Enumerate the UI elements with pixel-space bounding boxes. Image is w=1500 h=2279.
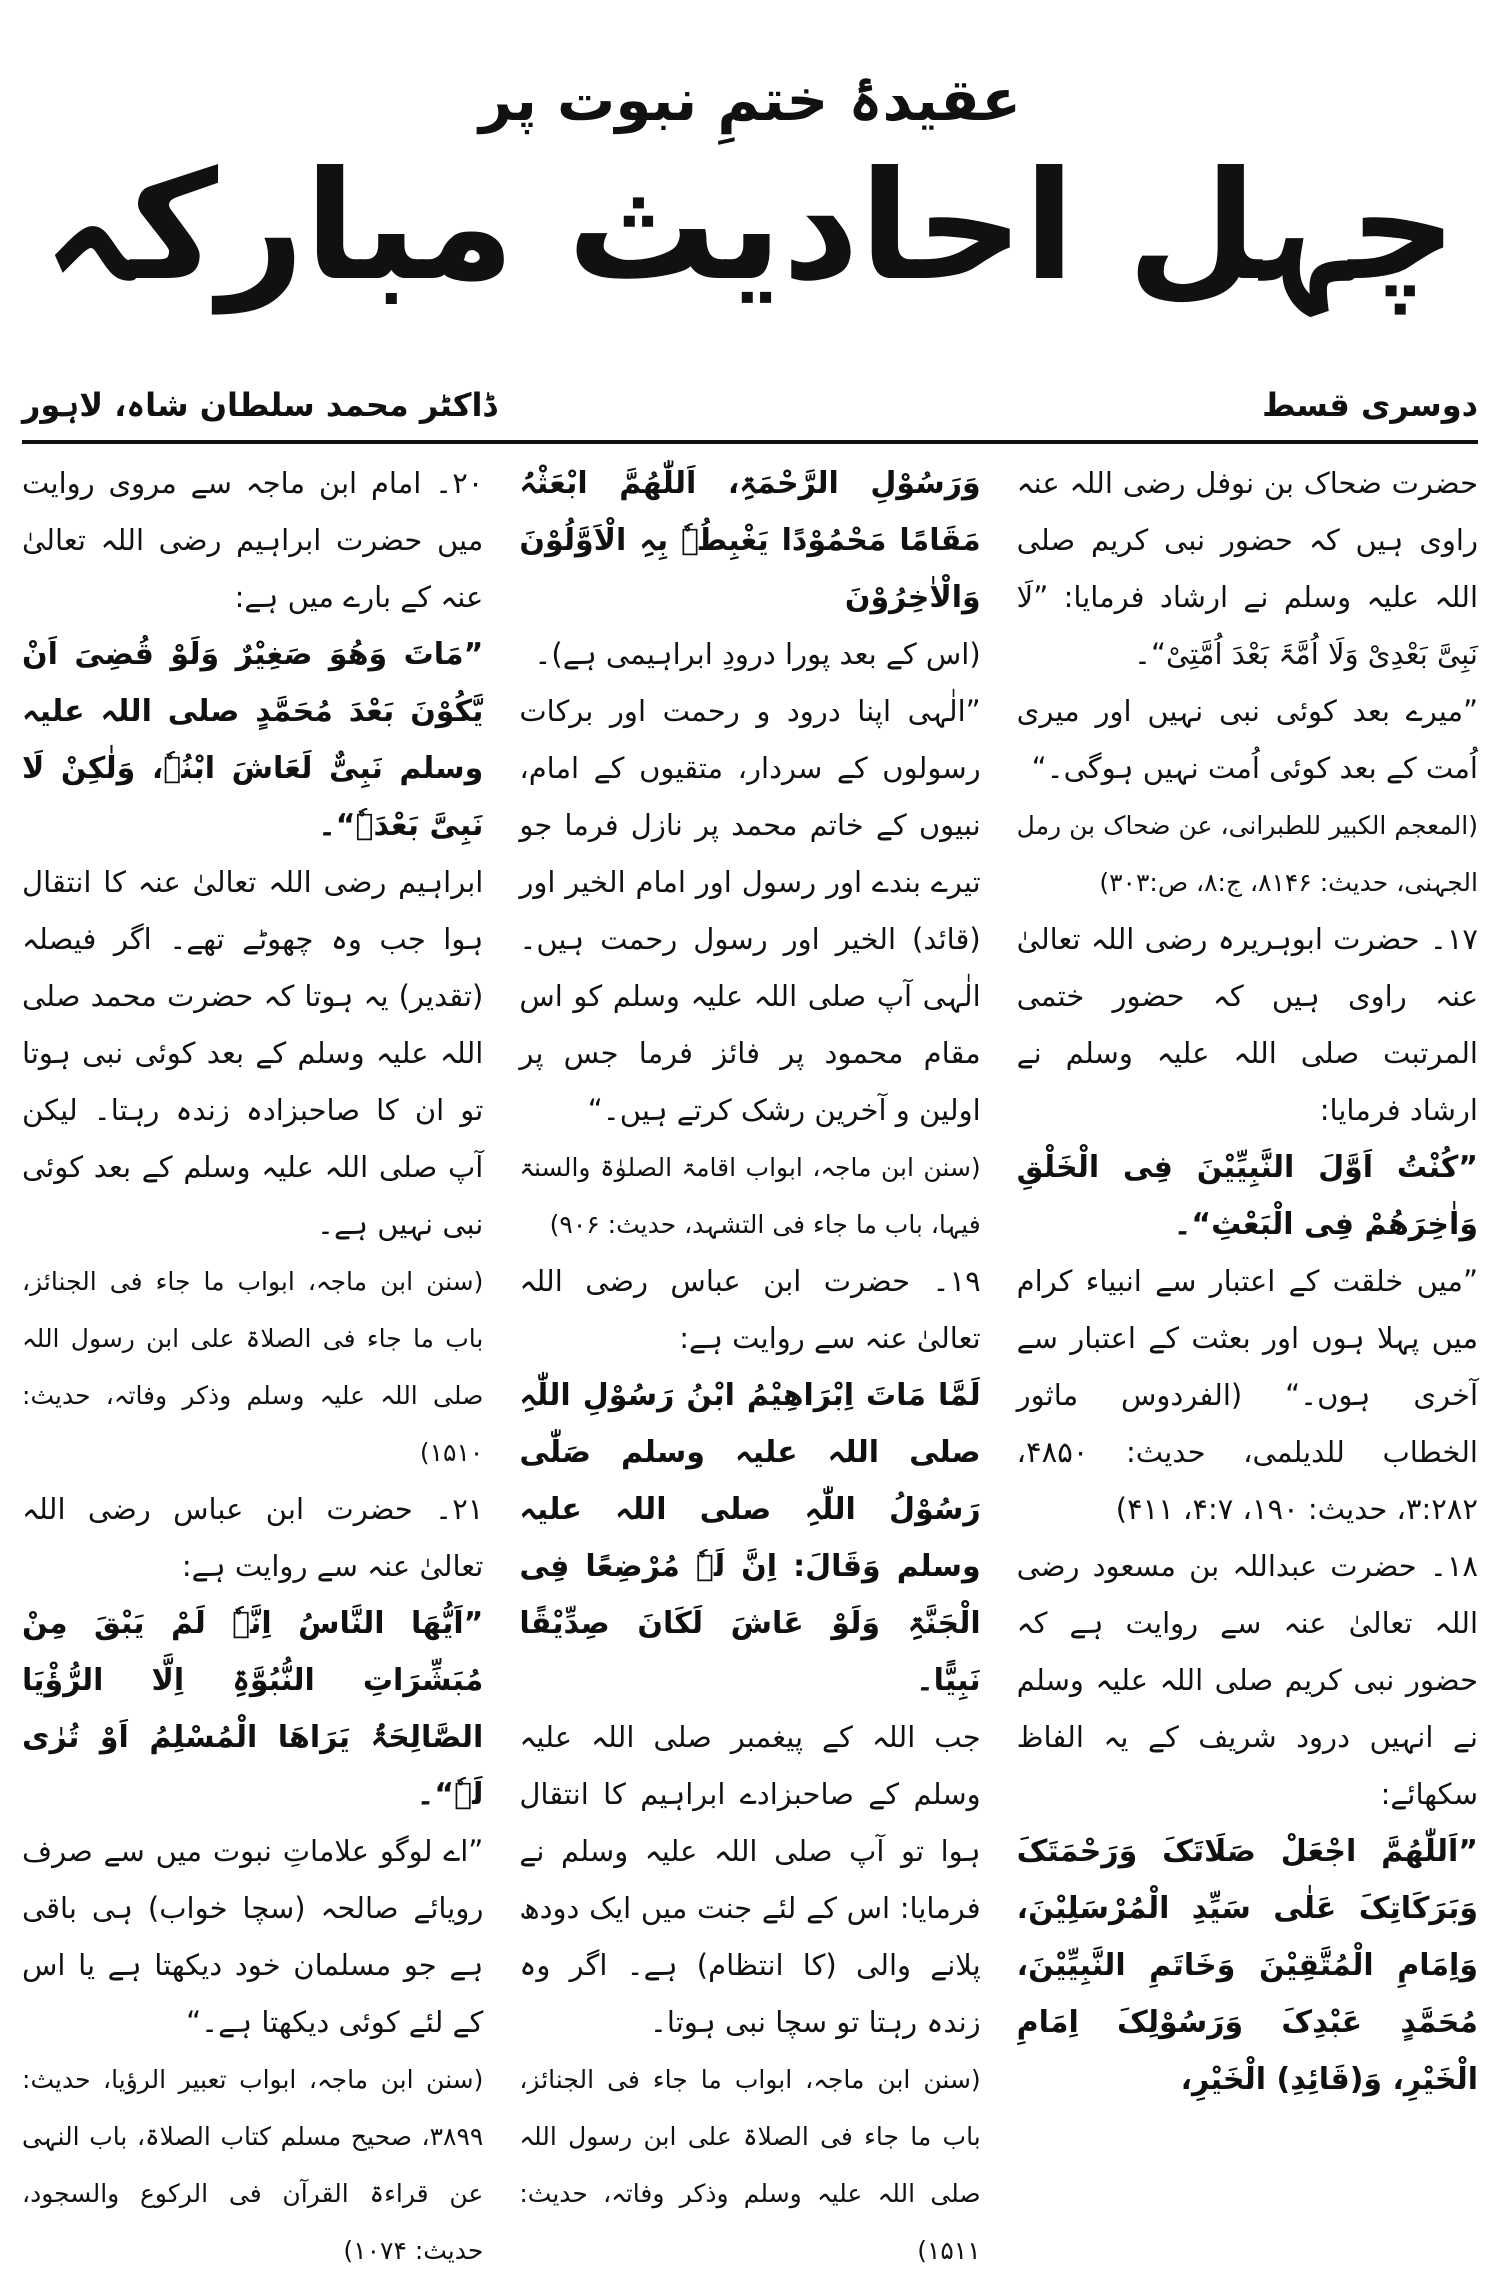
paragraph: جب اللہ کے پیغمبر صلی اللہ علیہ وسلم کے صاحبزادے ابراہیم کا انتقال ہوا تو آپ صلی اللہ علیہ وسلم نے فرمایا: اس کے لئے جنت میں ایک دودھ پلانے والی (کا انتظام) ہے۔ اگر وہ زندہ رہتا تو سچا نبی ہوتا۔ xyxy=(519,1720,981,2039)
text-column-left xyxy=(22,455,484,2265)
paragraph: ۲۱۔ حضرت ابن عباس رضی اللہ تعالیٰ عنہ سے روایت ہے: xyxy=(22,1492,484,1583)
paragraph: ۱۷۔ حضرت ابوہریرہ رضی اللہ تعالیٰ عنہ راوی ہیں کہ حضور ختمی المرتبت صلی اللہ علیہ وسلم نے ارشاد فرمایا: xyxy=(1016,922,1478,1127)
citation-text: (سنن ابن ماجہ، ابواب اقامۃ الصلوٰۃ والسنۃ فیہا، باب ما جاء فی التشہد، حدیث: ۹۰۶) xyxy=(519,1153,981,1239)
text-column-middle xyxy=(519,455,981,2265)
paragraph: ۲۰۔ امام ابن ماجہ سے مروی روایت میں حضرت ابراہیم رضی اللہ تعالیٰ عنہ کے بارے میں ہے: xyxy=(22,466,484,614)
article-subtitle: عقیدۂ ختمِ نبوت پر xyxy=(478,66,1022,134)
paragraph: ۱۸۔ حضرت عبداللہ بن مسعود رضی اللہ تعالیٰ عنہ سے روایت ہے کہ حضور نبی کریم صلی اللہ علیہ وسلم نے انہیں درود شریف کے یہ الفاظ سکھائے: xyxy=(1016,1549,1478,1811)
citation-text: (سنن ابن ماجہ، ابواب ما جاء فی الجنائز، باب ما جاء فی الصلاۃ علی ابن رسول اللہ صلی اللہ علیہ وسلم وذکر وفاتہ، حدیث: ۱۵۱۰) xyxy=(22,1267,484,1467)
paragraph: ۱۹۔ حضرت ابن عباس رضی اللہ تعالیٰ عنہ سے روایت ہے: xyxy=(519,1264,981,1355)
arabic-hadith-text: ”کُنْتُ اَوَّلَ النَّبِیِّیْنَ فِی الْخَلْقِ وَاٰخِرَھُمْ فِی الْبَعْثِ“۔ xyxy=(1016,1150,1478,1242)
paragraph: ”اے لوگو علاماتِ نبوت میں سے صرف رویائے صالحہ (سچا خواب) ہی باقی ہے جو مسلمان خود دیکھتا ہے یا اس کے لئے کوئی دیکھتا ہے۔“ xyxy=(22,1834,484,2039)
byline-row xyxy=(22,375,1478,435)
author-name: ڈاکٹر محمد سلطان شاہ، لاہور xyxy=(22,386,497,424)
article-header xyxy=(0,60,1500,315)
arabic-hadith-text: ”اَیُّھَا النَّاسُ اِنَّہٗ لَمْ یَبْقَ مِنْ مُبَشِّرَاتِ النُّبُوَّۃِ اِلَّا الرُّؤْیَا الصَّالِحَۃُ یَرَاھَا الْمُسْلِمُ اَوْ تُرٰی لَہٗ“۔ xyxy=(22,1606,484,1812)
arabic-hadith-text: ”مَاتَ وَھُوَ صَغِیْرٌ وَلَوْ قُضِیَ اَنْ یَّکُوْنَ بَعْدَ مُحَمَّدٍ صلی اللہ علیہ وسلم نَبِیٌّ لَعَاشَ ابْنُہٗ، وَلٰکِنْ لَا نَبِیَّ بَعْدَہٗ“۔ xyxy=(22,637,484,843)
paragraph: ”میرے بعد کوئی نبی نہیں اور میری اُمت کے بعد کوئی اُمت نہیں ہوگی۔“ xyxy=(1016,694,1478,785)
installment-label: دوسری قسط xyxy=(1262,386,1478,424)
paragraph: ابراہیم رضی اللہ تعالیٰ عنہ کا انتقال ہوا جب وہ چھوٹے تھے۔ اگر فیصلہ (تقدیر) یہ ہوتا کہ حضرت محمد صلی اللہ علیہ وسلم کے بعد کوئی نبی ہوتا تو ان کا صاحبزادہ زندہ رہتا۔ لیکن آپ صلی اللہ علیہ وسلم کے بعد کوئی نبی نہیں ہے۔ xyxy=(22,865,484,1241)
citation-text: (سنن ابن ماجہ، ابواب ما جاء فی الجنائز، باب ما جاء فی الصلاۃ علی ابن رسول اللہ صلی اللہ علیہ وسلم وذکر وفاتہ، حدیث: ۱۵۱۱) xyxy=(519,2065,981,2265)
article-title: چہل احادیث مبارکہ xyxy=(42,140,1458,314)
header-divider xyxy=(22,440,1478,444)
article-columns xyxy=(22,455,1478,2265)
arabic-hadith-text: لَمَّا مَاتَ اِبْرَاھِیْمُ ابْنُ رَسُوْلِ اللّٰہِ صلی اللہ علیہ وسلم صَلّٰی رَسُوْلُ اللّٰہِ صلی اللہ علیہ وسلم وَقَالَ: اِنَّ لَہٗ مُرْضِعًا فِی الْجَنَّۃِ وَلَوْ عَاشَ لَکَانَ صِدِّیْقًا نَبِیًّا۔ xyxy=(519,1378,981,1698)
citation-text: (المعجم الکبیر للطبرانی، عن ضحاک بن رمل الجہنی، حدیث: ۸۱۴۶، ج:۸، ص:۳۰۳) xyxy=(1016,811,1478,897)
paragraph: (اس کے بعد پورا درودِ ابراہیمی ہے)۔ xyxy=(534,637,981,671)
paragraph: ”میں خلقت کے اعتبار سے انبیاء کرام میں پہلا ہوں اور بعثت کے اعتبار سے آخری ہوں۔“ (الفردوس ماثور الخطاب للدیلمی، حدیث: ۴۸۵۰، ۳:۲۸۲، حدیث: ۱۹۰، ۴:۷، ۴۱۱) xyxy=(1016,1264,1478,1526)
paragraph: ”الٰہی اپنا درود و رحمت اور برکات رسولوں کے سردار، متقیوں کے امام، نبیوں کے خاتم محمد پر نازل فرما جو تیرے بندے اور رسول اور امام الخیر اور (قائد) الخیر اور رسول رحمت ہیں۔ الٰہی آپ صلی اللہ علیہ وسلم کو اس مقام محمود پر فائز فرما جس پر اولین و آخرین رشک کرتے ہیں۔“ xyxy=(519,694,981,1127)
text-column-right xyxy=(1017,455,1478,2180)
arabic-hadith-text: ”اَللّٰھُمَّ اجْعَلْ صَلَاتَکَ وَرَحْمَتَکَ وَبَرَکَاتِکَ عَلٰی سَیِّدِ الْمُرْسَلِیْنَ، وَاِمَامِ الْمُتَّقِیْنَ وَخَاتَمِ النَّبِیِّیْنَ، مُحَمَّدٍ عَبْدِکَ وَرَسُوْلِکَ اِمَامِ الْخَیْرِ، وَ(قَائِدِ) الْخَیْرِ، xyxy=(1016,1834,1478,2097)
arabic-hadith-text: وَرَسُوْلِ الرَّحْمَۃِ، اَللّٰھُمَّ ابْعَثْہُ مَقَامًا مَحْمُوْدًا یَغْبِطُہٗ بِہِ الْاَوَّلُوْنَ وَالْاٰخِرُوْنَ xyxy=(519,466,981,615)
paragraph: حضرت ضحاک بن نوفل رضی اللہ عنہ راوی ہیں کہ حضور نبی کریم صلی اللہ علیہ وسلم نے ارشاد فرمایا: ”لَا نَبِیَّ بَعْدِیْ وَلَا اُمَّۃَ بَعْدَ اُمَّتِیْ“۔ xyxy=(1016,466,1478,671)
citation-text: (سنن ابن ماجہ، ابواب تعبیر الرؤیا، حدیث: ۳۸۹۹، صحیح مسلم کتاب الصلاۃ، باب النہی عن قراءۃ القرآن فی الرکوع والسجود، حدیث: ۱۰۷۴) xyxy=(22,2065,484,2265)
